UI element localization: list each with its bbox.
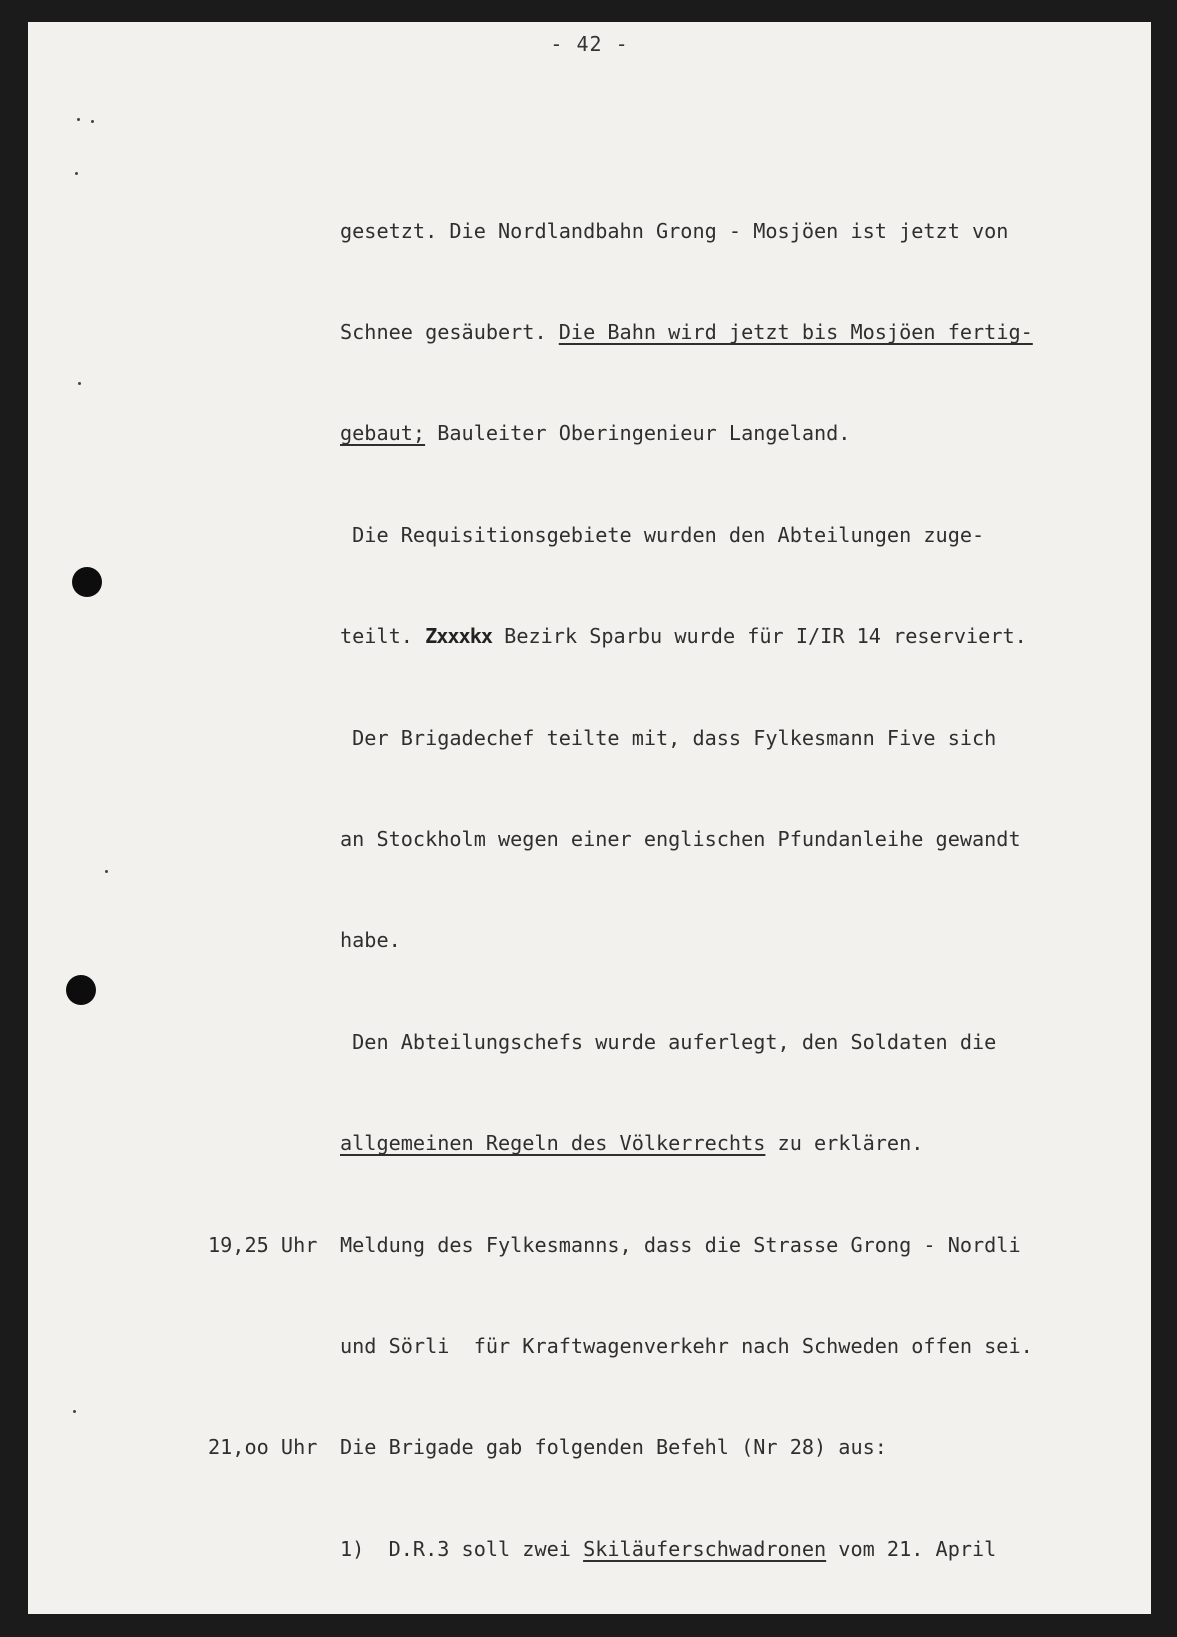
text-line: an Stockholm wegen einer englischen Pfundanleihe gewandt: [340, 826, 1021, 851]
speck-mark: [73, 1410, 76, 1413]
text-line: 19,25 Uhr Meldung des Fylkesmanns, dass die Strasse Grong - Nordli: [340, 1229, 1140, 1263]
punch-hole-top: [72, 567, 102, 597]
document-page: [28, 22, 1151, 1614]
text-line: und Sörli für Kraftwagenverkehr nach Schweden offen sei.: [340, 1333, 1033, 1358]
punch-hole-bottom: [66, 975, 96, 1005]
text-line: 1) D.R.3 soll zwei Skiläuferschwadronen vom 21. April: [340, 1536, 997, 1561]
speck-mark: [105, 870, 108, 873]
typed-body: [208, 147, 1140, 1614]
text-line: Der Brigadechef teilte mit, dass Fylkesmann Five sich: [340, 725, 997, 750]
text-line: gesetzt. Die Nordlandbahn Grong - Mosjöen ist jetzt von: [340, 218, 1009, 243]
speck-mark: [75, 172, 78, 175]
text-line: teilt. Zxxxkx Bezirk Sparbu wurde für I/IR 14 reserviert.: [340, 624, 1027, 649]
text-line: Die Requisitionsgebiete wurden den Abteilungen zuge-: [340, 522, 985, 547]
text-line: habe.: [340, 928, 401, 953]
struck-out-text: Zxxxkx: [425, 624, 493, 649]
text-line: allgemeinen Regeln des Völkerrechts zu erklären.: [340, 1131, 924, 1156]
text-line: gebaut; Bauleiter Oberingenieur Langeland.: [340, 421, 851, 446]
text-line: Schnee gesäubert. Die Bahn wird jetzt bis Mosjöen fertig-: [340, 319, 1033, 344]
speck-mark: [78, 382, 81, 385]
timestamp: 19,25 Uhr: [208, 1232, 318, 1257]
speck-mark: [77, 118, 80, 121]
text-line: Den Abteilungschefs wurde auferlegt, den Soldaten die: [340, 1029, 997, 1054]
timestamp: 21,oo Uhr: [208, 1435, 318, 1460]
text-line: 21,oo Uhr Die Brigade gab folgenden Befehl (Nr 28) aus:: [340, 1431, 1140, 1465]
speck-mark: [91, 120, 94, 123]
page-number: - 42 -: [550, 32, 629, 56]
